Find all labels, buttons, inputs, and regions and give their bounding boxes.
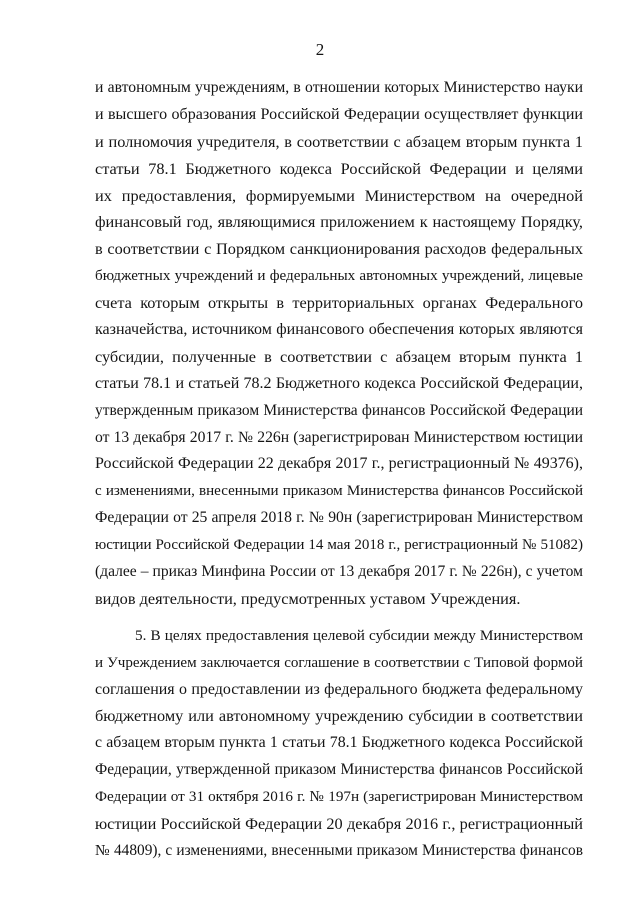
text-line: Российской Федерации 22 декабря 2017 г., регистрационный № 49376), [95,455,583,473]
text-line: юстиции Российской Федерации 20 декабря 2016 г., регистрационный [95,814,583,834]
text-line: Федерации, утвержденной приказом Министерства финансов Российской [95,761,583,779]
text-line: статьи 78.1 Бюджетного кодекса Российской Федерации и целями [95,158,583,178]
text-line: юстиции Российской Федерации 14 мая 2018 г., регистрационный № 51082) [95,537,583,554]
text-line: статьи 78.1 и статьей 78.2 Бюджетного кодекса Российской Федерации, [95,374,583,392]
text-line: счета которым открыты в территориальных органах Федерального [95,293,583,313]
body-text [95,75,583,865]
text-line: в соответствии с Порядком санкционирования расходов федеральных [95,239,583,259]
text-line: с изменениями, внесенными приказом Министерства финансов Российской [95,483,583,500]
text-line: казначейства, источником финансового обеспечения которых являются [95,321,583,339]
text-line: с абзацем вторым пункта 1 статьи 78.1 Бюджетного кодекса Российской [95,734,583,752]
text-line: и Учреждением заключается соглашение в соответствии с Типовой формой [95,654,583,671]
text-line: 5. В целях предоставления целевой субсидии между Министерством [135,626,583,644]
text-line: утвержденным приказом Министерства финансов Российской Федерации [95,401,583,419]
text-line: Федерации от 31 октября 2016 г. № 197н (зарегистрирован Министерством [95,788,583,806]
text-line: № 44809), с изменениями, внесенными приказом Министерства финансов [95,841,583,859]
text-line: и высшего образования Российской Федерации осуществляет функции [95,105,583,123]
text-line: их предоставления, формируемыми Министерством на очередной [95,185,583,205]
text-line: видов деятельности, предусмотренных уставом Учреждения. [95,588,521,608]
text-line: бюджетному или автономному учреждению субсидии в соответствии [95,706,583,726]
text-line: и полномочия учредителя, в соответствии с абзацем вторым пункта 1 [95,131,583,151]
page-number: 2 [315,40,325,59]
text-line: от 13 декабря 2017 г. № 226н (зарегистрирован Министерством юстиции [95,428,583,446]
text-line: соглашения о предоставлении из федерального бюджета федеральному [95,680,583,698]
text-line: (далее – приказ Минфина России от 13 декабря 2017 г. № 226н), с учетом [95,563,583,581]
text-line: и автономным учреждениям, в отношении которых Министерство науки [95,79,583,96]
text-line: финансовый год, являющимися приложением к настоящему Порядку, [95,212,583,232]
paragraph-gap [95,613,583,623]
text-line: бюджетных учреждений и федеральных автономных учреждений, лицевые [95,267,583,285]
text-line: субсидии, полученные в соответствии с абзацем вторым пункта 1 [95,346,583,366]
text-line: Федерации от 25 апреля 2018 г. № 90н (зарегистрирован Министерством [95,509,583,527]
